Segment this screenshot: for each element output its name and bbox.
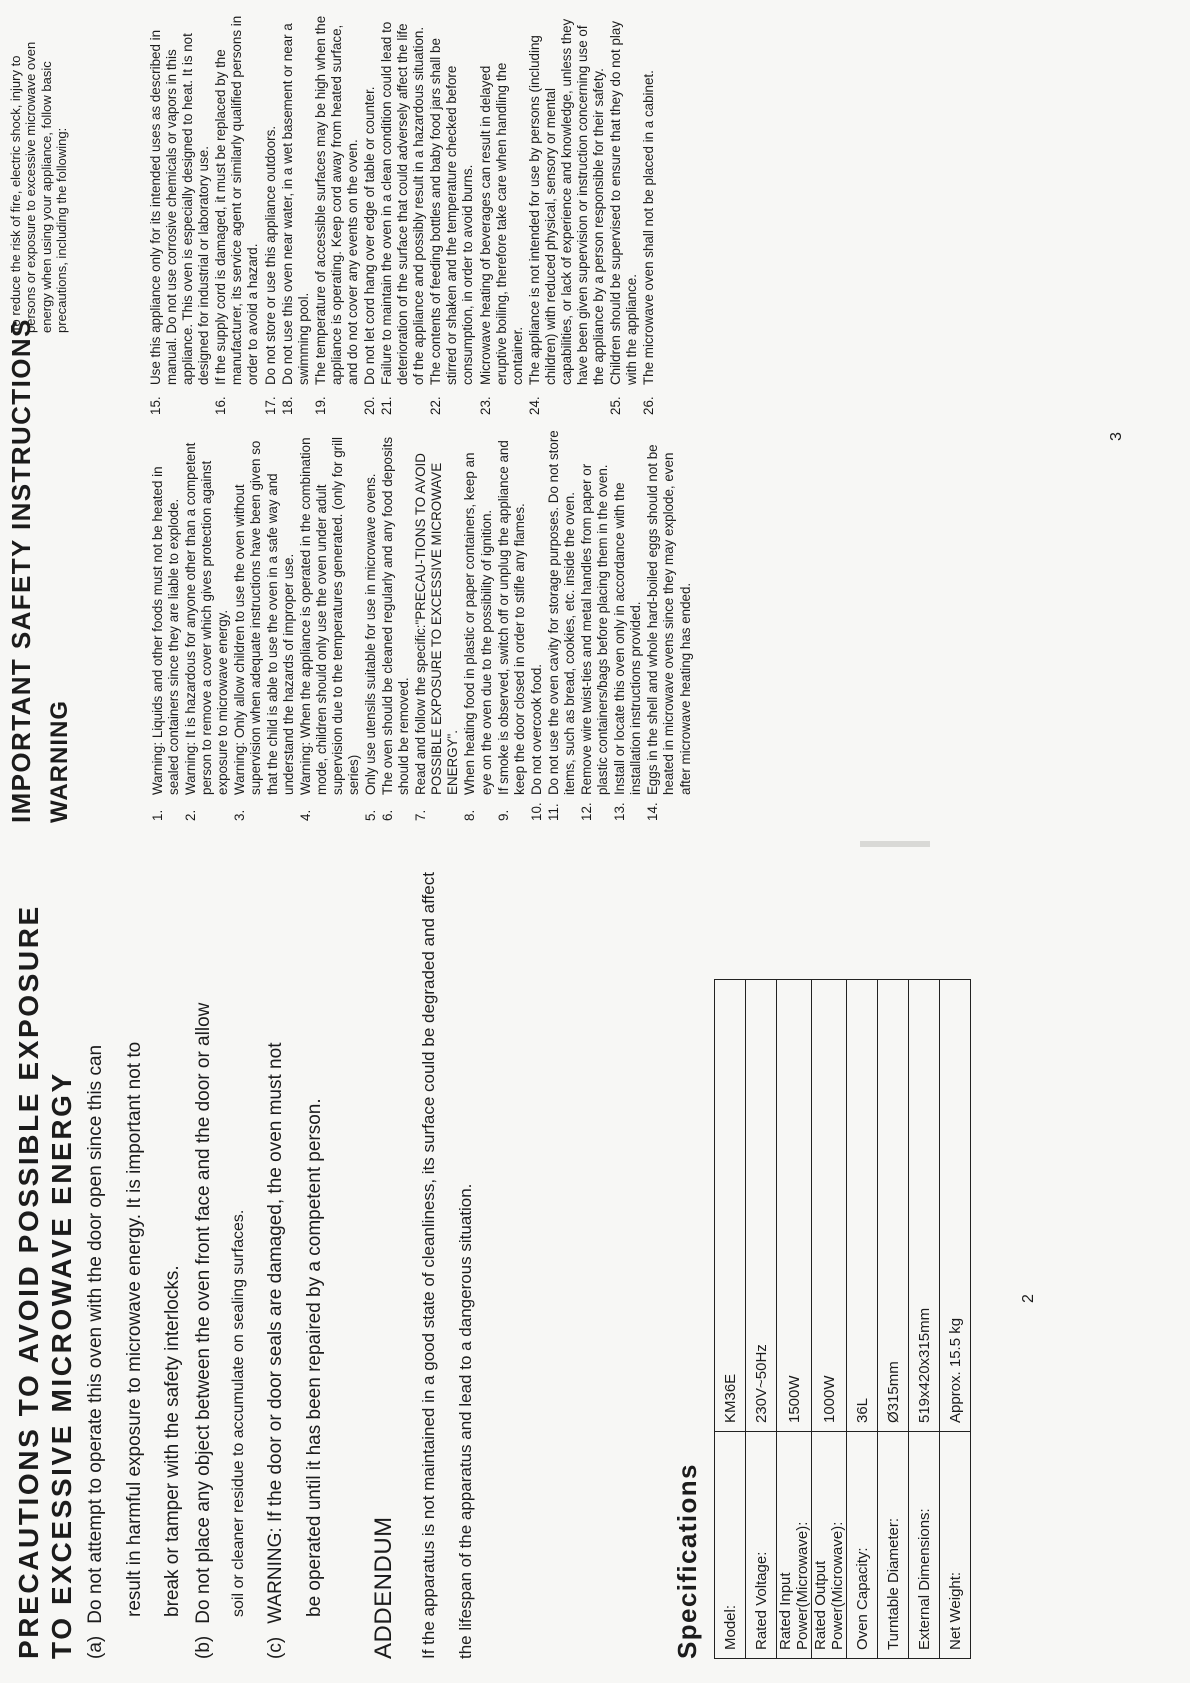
addendum-text: If the apparatus is not maintained in a good state of cleanliness, its surface could be degraded and affect the lifespan of the apparatus and lead to a dangerous situation. <box>419 872 476 1659</box>
list-item: 9. If smoke is observed, switch off or unplug the appliance and keep the door closed in order to stifle any flames. <box>495 440 527 821</box>
list-item: 19. The temperature of accessible surfaces may be high when the appliance is operating. Keep cord away from heated surface, and do not cover any events on the oven. <box>312 15 360 415</box>
page-3 <box>0 0 1190 841</box>
list-item: 2. Warning: It is hazardous for anyone other than a competent person to remove a cover which gives protection against exposure to microwave energy. <box>183 442 231 821</box>
spec-row: Model: KM36E <box>715 980 746 1659</box>
list-item: 1. Warning: Liquids and other foods must not be heated in sealed containers since they are liable to explode. <box>150 466 182 821</box>
list-item: 12. Remove wire twist-ties and metal handles from paper or plastic containers/bags before placing them in the oven. <box>579 463 611 821</box>
spec-row: Net Weight: Approx. 15.5 kg <box>940 980 971 1659</box>
list-item: 14. Eggs in the shell and whole hard-boiled eggs should not be heated in microwave ovens since they may explode, even after microwave heating has ended. <box>645 444 693 821</box>
page-2 <box>0 841 1190 1683</box>
list-item: 18. Do not use this oven near water, in a wet basement or near a swimming pool. <box>279 23 311 415</box>
warning-heading: WARNING <box>46 700 73 823</box>
spec-row: External Dimensions: 519x420x315mm <box>909 980 940 1659</box>
list-item: 22. The contents of feeding bottles and baby food jars shall be stirred or shaken and the temperature checked before consumption, in order to avoid burns. <box>428 38 476 415</box>
precaution-b: (b) Do not place any object between the oven front face and the door or allow soil or cleaner residue to accumulate on sealing surfaces. <box>193 1002 247 1659</box>
list-item: 4. Warning: When the appliance is operated in the combination mode, children should only use the oven under adult supervision due to the temperatures generated. (only for grill series) <box>297 436 361 821</box>
spec-row: Rated Voltage: 230V~50Hz <box>746 980 777 1659</box>
page-number-3: 3 <box>1108 432 1125 441</box>
instructions-column-2 <box>148 15 658 415</box>
spec-row: Rated Input Power(Microwave): 1500W <box>777 980 812 1659</box>
list-item: 6. The oven should be cleaned regularly and any food deposits should be removed. <box>380 436 412 821</box>
precautions-title: PRECAUTIONS TO AVOID POSSIBLE EXPOSURE TO EXCESSIVE MICROWAVE ENERGY <box>13 904 78 1659</box>
specifications-table <box>714 979 971 1659</box>
precaution-a: (a) Do not attempt to operate this oven with the door open since this can result in harmful exposure to microwave energy. It is important not to break or tamper with the safety interlocks. <box>85 1041 183 1659</box>
spec-row: Oven Capacity: 36L <box>847 980 878 1659</box>
instructions-column-1 <box>150 429 695 821</box>
spec-row: Turntable Diameter: Ø315mm <box>878 980 909 1659</box>
specifications-title: Specifications <box>672 1463 702 1659</box>
list-item: 3. Warning: Only allow children to use the oven without supervision when adequate instructions have been given so that the child is able to use the oven in a safe way and understand the hazards of improper use. <box>232 440 296 821</box>
safety-title: IMPORTANT SAFETY INSTRUCTIONS <box>6 318 36 823</box>
list-item: 5. Only use utensils suitable for use in microwave ovens. <box>363 473 379 821</box>
list-item: 15. Use this appliance only for its intended uses as described in manual. Do not use corrosive chemicals or vapors in this appliance. This oven is especially designed to heat. It is not designed for industrial or laboratory use. <box>148 29 212 415</box>
list-item: 25. Children should be supervised to ensure that they do not play with the appliance. <box>608 20 640 415</box>
list-item: 23. Microwave heating of beverages can result in delayed eruptive boiling, therefore take care when handling the container. <box>477 62 525 415</box>
list-item: 20. Do not let cord hang over edge of table or counter. <box>362 86 378 415</box>
precaution-c: (c) WARNING: If the door or door seals are damaged, the oven must not be operated until it has been repaired by a competent person. <box>265 1042 325 1659</box>
list-item: 21. Failure to maintain the oven in a clean condition could lead to deterioration of the surface that could adversely affect the life of the appliance and possibly result in a hazardous situation. <box>379 21 427 415</box>
list-item: 17. Do not store or use this appliance outdoors. <box>262 125 278 415</box>
list-item: 11. Do not use the oven cavity for storage purposes. Do not store items, such as bread, cookies, etc. inside the oven. <box>545 430 577 821</box>
list-item: 13. Install or locate this oven only in accordance with the installation instructions provided. <box>612 482 644 821</box>
page-fold-shadow <box>860 841 930 847</box>
intro-text: To reduce the risk of fire, electric shock, injury to persons or exposure to excessive microwave oven energy when using your appliance, follow basic precautions, including the following: <box>8 41 69 333</box>
list-item: 8. When heating food in plastic or paper containers, keep an eye on the oven due to the possibility of ignition. <box>462 452 494 821</box>
page-number-2: 2 <box>1020 1294 1037 1303</box>
list-item: 10. Do not overcook food. <box>528 663 544 821</box>
list-item: 7. Read and follow the specific:"PRECAU-TIONS TO AVOID POSSIBLE EXPOSURE TO EXCESSIVE MICROWAVE ENERGY". <box>413 453 461 821</box>
list-item: 26. The microwave oven shall not be placed in a cabinet. <box>641 70 657 415</box>
list-item: 16. If the supply cord is damaged, it must be replaced by the manufacturer, its service agent or similarly qualified persons in order to avoid a hazard. <box>213 15 261 415</box>
addendum-title: ADDENDUM <box>370 1516 397 1659</box>
spec-row: Rated Output Power(Microwave): 1000W <box>812 980 847 1659</box>
list-item: 24. The appliance is not intended for use by persons (including children) with reduced physical, sensory or mental capabilities, or lack of experience and knowledge, unless they have been given supervision or instruction concerning use of the appliance by a person responsible for their safety. <box>526 18 607 415</box>
